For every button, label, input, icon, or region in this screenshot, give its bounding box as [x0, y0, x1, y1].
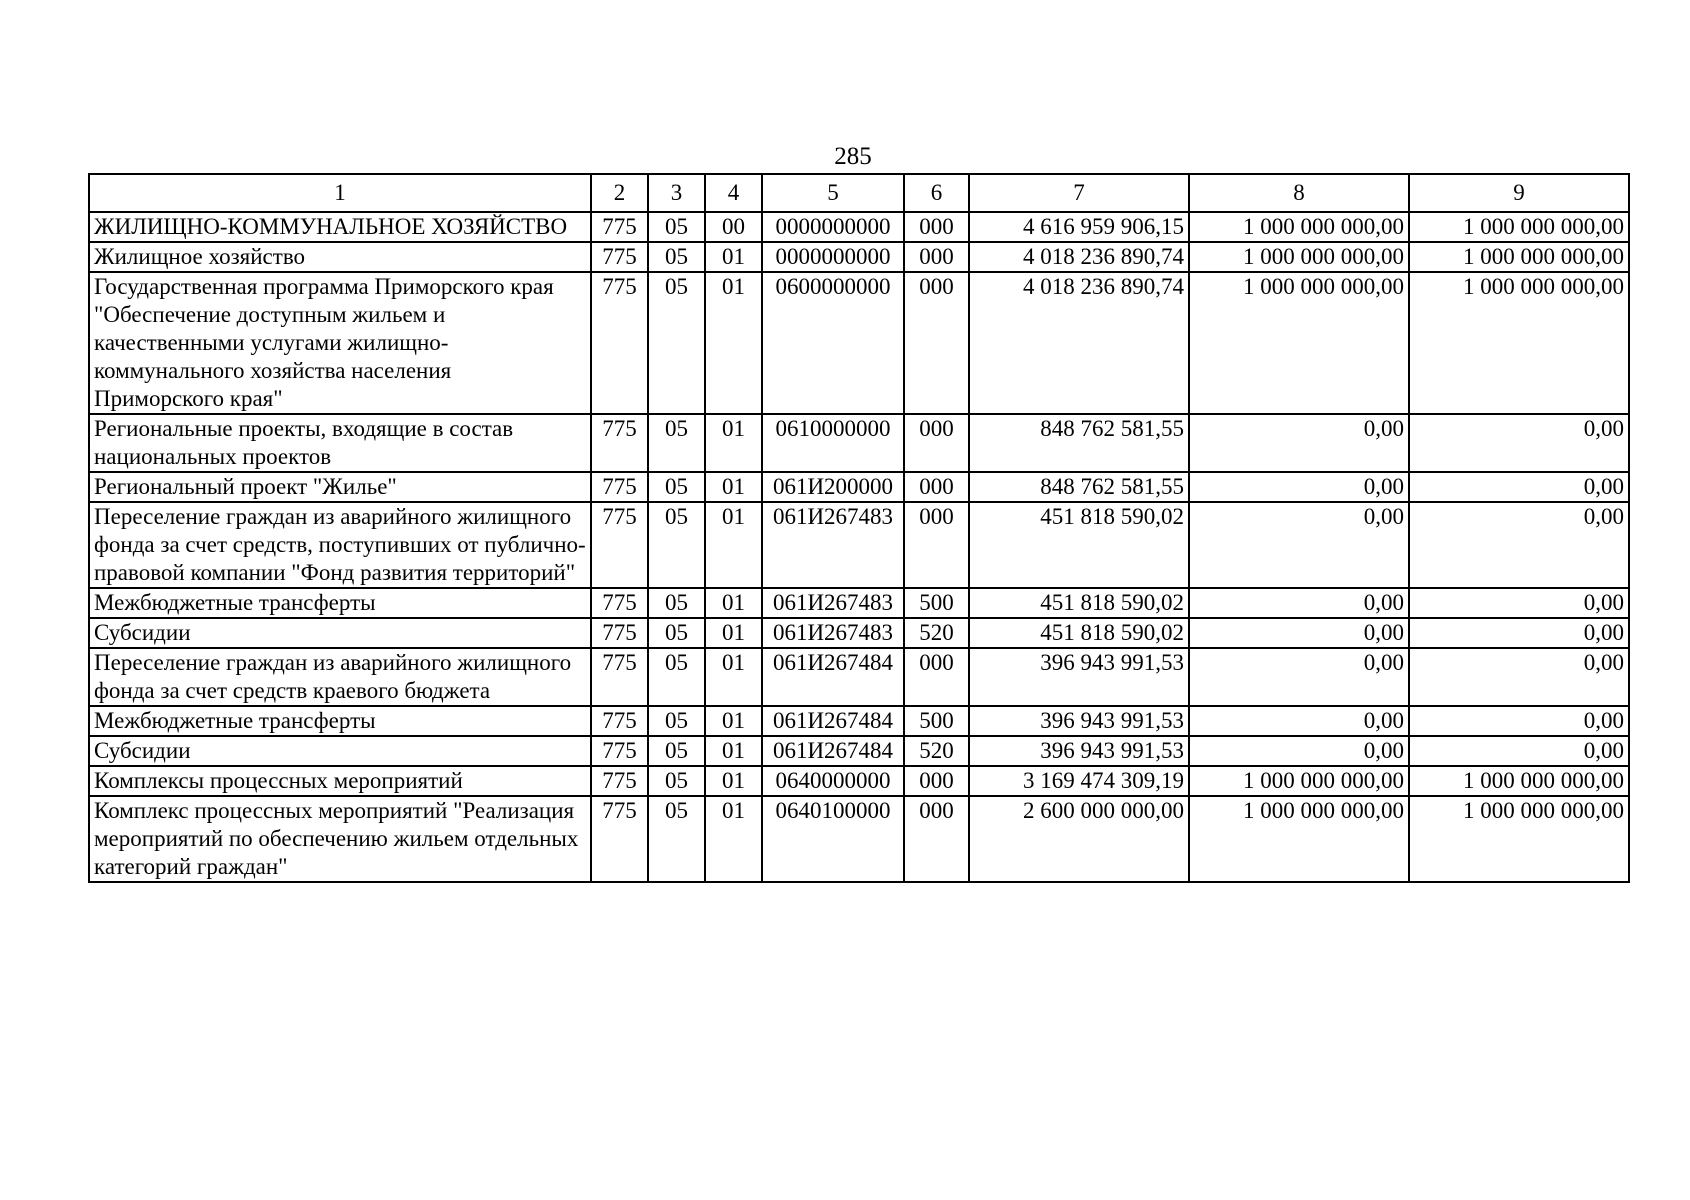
- row-name-cell: Переселение граждан из аварийного жилищного фонда за счет средств краевого бюджета: [89, 648, 591, 706]
- amount-col9-cell: 1 000 000 000,00: [1409, 242, 1629, 272]
- target-item-code-cell: 061И200000: [762, 472, 904, 502]
- target-item-code-cell: 061И267484: [762, 706, 904, 736]
- expense-type-code-cell: 000: [904, 414, 969, 472]
- amount-col7-cell: 451 818 590,02: [969, 502, 1189, 588]
- row-name-cell: Межбюджетные трансферты: [89, 706, 591, 736]
- admin-code-cell: 775: [591, 502, 648, 588]
- amount-col9-cell: 1 000 000 000,00: [1409, 766, 1629, 796]
- header-cell: 9: [1409, 174, 1629, 212]
- header-cell: 2: [591, 174, 648, 212]
- table-row: [89, 242, 1629, 272]
- amount-col9-cell: 0,00: [1409, 736, 1629, 766]
- table-row: [89, 796, 1629, 882]
- subsection-code-cell: 00: [705, 212, 762, 242]
- target-item-code-cell: 061И267484: [762, 648, 904, 706]
- amount-col8-cell: 1 000 000 000,00: [1189, 242, 1409, 272]
- header-cell: 6: [904, 174, 969, 212]
- table-row: [89, 766, 1629, 796]
- subsection-code-cell: 01: [705, 588, 762, 618]
- subsection-code-cell: 01: [705, 736, 762, 766]
- section-code-cell: 05: [648, 796, 705, 882]
- target-item-code-cell: 0000000000: [762, 242, 904, 272]
- expense-type-code-cell: 000: [904, 242, 969, 272]
- header-cell: 4: [705, 174, 762, 212]
- amount-col9-cell: 0,00: [1409, 502, 1629, 588]
- amount-col8-cell: 0,00: [1189, 648, 1409, 706]
- row-name-cell: ЖИЛИЩНО-КОММУНАЛЬНОЕ ХОЗЯЙСТВО: [89, 212, 591, 242]
- amount-col7-cell: 451 818 590,02: [969, 588, 1189, 618]
- row-name-cell: Субсидии: [89, 736, 591, 766]
- amount-col7-cell: 2 600 000 000,00: [969, 796, 1189, 882]
- header-cell: 8: [1189, 174, 1409, 212]
- admin-code-cell: 775: [591, 648, 648, 706]
- target-item-code-cell: 061И267483: [762, 618, 904, 648]
- admin-code-cell: 775: [591, 766, 648, 796]
- section-code-cell: 05: [648, 212, 705, 242]
- table-row: [89, 472, 1629, 502]
- row-name-cell: Комплекс процессных мероприятий "Реализация мероприятий по обеспечению жильем отдельных категорий граждан": [89, 796, 591, 882]
- row-name-cell: Региональные проекты, входящие в состав национальных проектов: [89, 414, 591, 472]
- expense-type-code-cell: 520: [904, 618, 969, 648]
- subsection-code-cell: 01: [705, 242, 762, 272]
- admin-code-cell: 775: [591, 588, 648, 618]
- amount-col7-cell: 4 018 236 890,74: [969, 242, 1189, 272]
- header-cell: 1: [89, 174, 591, 212]
- header-row: [89, 174, 1629, 212]
- section-code-cell: 05: [648, 618, 705, 648]
- table-row: [89, 212, 1629, 242]
- amount-col8-cell: 1 000 000 000,00: [1189, 796, 1409, 882]
- subsection-code-cell: 01: [705, 648, 762, 706]
- subsection-code-cell: 01: [705, 618, 762, 648]
- target-item-code-cell: 0600000000: [762, 272, 904, 414]
- table-row: [89, 272, 1629, 414]
- expense-type-code-cell: 000: [904, 766, 969, 796]
- amount-col9-cell: 0,00: [1409, 618, 1629, 648]
- admin-code-cell: 775: [591, 414, 648, 472]
- section-code-cell: 05: [648, 242, 705, 272]
- table-row: [89, 736, 1629, 766]
- expense-type-code-cell: 000: [904, 796, 969, 882]
- amount-col8-cell: 0,00: [1189, 706, 1409, 736]
- expense-type-code-cell: 520: [904, 736, 969, 766]
- table-row: [89, 502, 1629, 588]
- amount-col8-cell: 0,00: [1189, 736, 1409, 766]
- section-code-cell: 05: [648, 648, 705, 706]
- amount-col9-cell: 0,00: [1409, 414, 1629, 472]
- section-code-cell: 05: [648, 272, 705, 414]
- budget-table: [88, 173, 1630, 883]
- target-item-code-cell: 0610000000: [762, 414, 904, 472]
- row-name-cell: Жилищное хозяйство: [89, 242, 591, 272]
- subsection-code-cell: 01: [705, 414, 762, 472]
- row-name-cell: Межбюджетные трансферты: [89, 588, 591, 618]
- header-cell: 3: [648, 174, 705, 212]
- table-row: [89, 414, 1629, 472]
- row-name-cell: Государственная программа Приморского края "Обеспечение доступным жильем и качественными услугами жилищно-коммунального хозяйства населения Приморского края": [89, 272, 591, 414]
- amount-col7-cell: 4 616 959 906,15: [969, 212, 1189, 242]
- section-code-cell: 05: [648, 706, 705, 736]
- table-row: [89, 618, 1629, 648]
- table-row: [89, 706, 1629, 736]
- row-name-cell: Комплексы процессных мероприятий: [89, 766, 591, 796]
- amount-col7-cell: 396 943 991,53: [969, 648, 1189, 706]
- page-number: 285: [834, 143, 872, 170]
- admin-code-cell: 775: [591, 272, 648, 414]
- amount-col9-cell: 1 000 000 000,00: [1409, 796, 1629, 882]
- subsection-code-cell: 01: [705, 706, 762, 736]
- subsection-code-cell: 01: [705, 472, 762, 502]
- target-item-code-cell: 0640100000: [762, 796, 904, 882]
- target-item-code-cell: 061И267484: [762, 736, 904, 766]
- row-name-cell: Переселение граждан из аварийного жилищного фонда за счет средств, поступивших от публично-правовой компании "Фонд развития территорий": [89, 502, 591, 588]
- subsection-code-cell: 01: [705, 766, 762, 796]
- section-code-cell: 05: [648, 766, 705, 796]
- section-code-cell: 05: [648, 588, 705, 618]
- amount-col9-cell: 0,00: [1409, 472, 1629, 502]
- amount-col7-cell: 4 018 236 890,74: [969, 272, 1189, 414]
- table-body: [89, 212, 1629, 882]
- table-row: [89, 588, 1629, 618]
- admin-code-cell: 775: [591, 242, 648, 272]
- section-code-cell: 05: [648, 472, 705, 502]
- amount-col8-cell: 0,00: [1189, 414, 1409, 472]
- amount-col8-cell: 1 000 000 000,00: [1189, 766, 1409, 796]
- section-code-cell: 05: [648, 736, 705, 766]
- amount-col9-cell: 0,00: [1409, 648, 1629, 706]
- subsection-code-cell: 01: [705, 272, 762, 414]
- section-code-cell: 05: [648, 414, 705, 472]
- amount-col7-cell: 396 943 991,53: [969, 706, 1189, 736]
- header-cell: 5: [762, 174, 904, 212]
- subsection-code-cell: 01: [705, 796, 762, 882]
- section-code-cell: 05: [648, 502, 705, 588]
- row-name-cell: Субсидии: [89, 618, 591, 648]
- admin-code-cell: 775: [591, 618, 648, 648]
- admin-code-cell: 775: [591, 212, 648, 242]
- amount-col9-cell: 0,00: [1409, 706, 1629, 736]
- subsection-code-cell: 01: [705, 502, 762, 588]
- admin-code-cell: 775: [591, 706, 648, 736]
- amount-col8-cell: 0,00: [1189, 588, 1409, 618]
- target-item-code-cell: 061И267483: [762, 502, 904, 588]
- target-item-code-cell: 0640000000: [762, 766, 904, 796]
- expense-type-code-cell: 000: [904, 212, 969, 242]
- amount-col8-cell: 1 000 000 000,00: [1189, 272, 1409, 414]
- expense-type-code-cell: 000: [904, 272, 969, 414]
- amount-col9-cell: 1 000 000 000,00: [1409, 272, 1629, 414]
- amount-col7-cell: 848 762 581,55: [969, 414, 1189, 472]
- table-row: [89, 648, 1629, 706]
- target-item-code-cell: 0000000000: [762, 212, 904, 242]
- amount-col9-cell: 0,00: [1409, 588, 1629, 618]
- target-item-code-cell: 061И267483: [762, 588, 904, 618]
- admin-code-cell: 775: [591, 472, 648, 502]
- expense-type-code-cell: 000: [904, 502, 969, 588]
- amount-col8-cell: 1 000 000 000,00: [1189, 212, 1409, 242]
- amount-col7-cell: 848 762 581,55: [969, 472, 1189, 502]
- admin-code-cell: 775: [591, 736, 648, 766]
- amount-col9-cell: 1 000 000 000,00: [1409, 212, 1629, 242]
- amount-col7-cell: 3 169 474 309,19: [969, 766, 1189, 796]
- amount-col8-cell: 0,00: [1189, 618, 1409, 648]
- amount-col7-cell: 396 943 991,53: [969, 736, 1189, 766]
- row-name-cell: Региональный проект "Жилье": [89, 472, 591, 502]
- expense-type-code-cell: 000: [904, 472, 969, 502]
- expense-type-code-cell: 500: [904, 706, 969, 736]
- expense-type-code-cell: 000: [904, 648, 969, 706]
- amount-col7-cell: 451 818 590,02: [969, 618, 1189, 648]
- amount-col8-cell: 0,00: [1189, 502, 1409, 588]
- header-cell: 7: [969, 174, 1189, 212]
- amount-col8-cell: 0,00: [1189, 472, 1409, 502]
- admin-code-cell: 775: [591, 796, 648, 882]
- expense-type-code-cell: 500: [904, 588, 969, 618]
